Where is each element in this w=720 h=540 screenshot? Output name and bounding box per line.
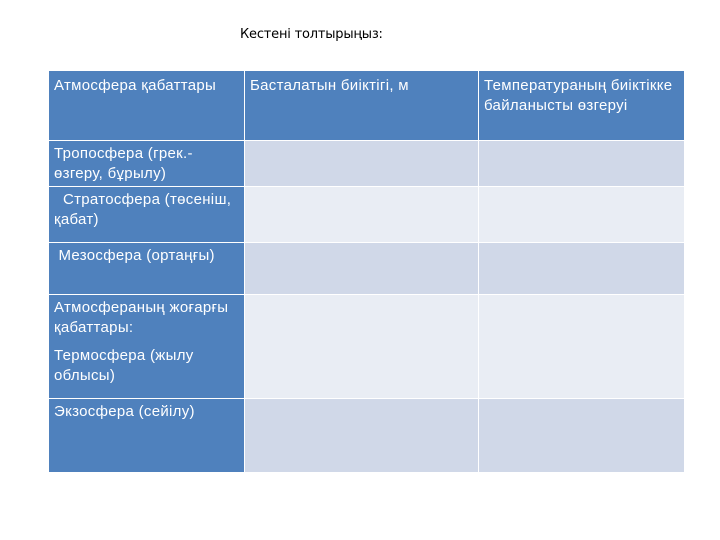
row-label-mesosphere-cell bbox=[49, 243, 245, 295]
row-label-thermosphere-cell bbox=[49, 295, 245, 399]
cell-temperature-troposphere[interactable] bbox=[479, 141, 685, 187]
row-label-thermosphere: Термосфера (жылу облысы) bbox=[54, 347, 199, 384]
row-label-mesosphere: Мезосфера (ортаңғы) bbox=[54, 247, 215, 264]
cell-temperature-thermosphere[interactable] bbox=[479, 295, 685, 399]
cell-height-exosphere[interactable] bbox=[245, 399, 479, 473]
cell-height-stratosphere[interactable] bbox=[245, 187, 479, 243]
table-row-exosphere bbox=[49, 399, 685, 473]
cell-height-thermosphere[interactable] bbox=[245, 295, 479, 399]
row-label-troposphere: Тропосфера (грек.- өзгеру, бұрылу) bbox=[49, 141, 245, 187]
row-label-exosphere: Экзосфера (сейілу) bbox=[49, 399, 245, 473]
header-layers: Атмосфера қабаттары bbox=[49, 71, 245, 141]
cell-temperature-exosphere[interactable] bbox=[479, 399, 685, 473]
header-start-height: Басталатын биіктігі, м bbox=[245, 71, 479, 141]
table-row-thermosphere bbox=[49, 295, 685, 399]
worksheet-title: Кестені толтырыңыз: bbox=[240, 27, 383, 42]
cell-height-troposphere[interactable] bbox=[245, 141, 479, 187]
cell-temperature-stratosphere[interactable] bbox=[479, 187, 685, 243]
row-label-stratosphere-cell bbox=[49, 187, 245, 243]
table-row-mesosphere bbox=[49, 243, 685, 295]
table-row-stratosphere bbox=[49, 187, 685, 243]
label-gap bbox=[54, 338, 240, 346]
header-temperature-change: Температураның биіктікке байланысты өзгеруі bbox=[479, 71, 685, 141]
cell-height-mesosphere[interactable] bbox=[245, 243, 479, 295]
row-label-stratosphere: Стратосфера (төсеніш, қабат) bbox=[54, 191, 236, 228]
table-header-row bbox=[49, 71, 685, 141]
atmosphere-table bbox=[48, 70, 685, 473]
cell-temperature-mesosphere[interactable] bbox=[479, 243, 685, 295]
row-label-upper-layers: Атмосфераның жоғарғы қабаттары: bbox=[54, 299, 233, 336]
table-row-troposphere bbox=[49, 141, 685, 187]
